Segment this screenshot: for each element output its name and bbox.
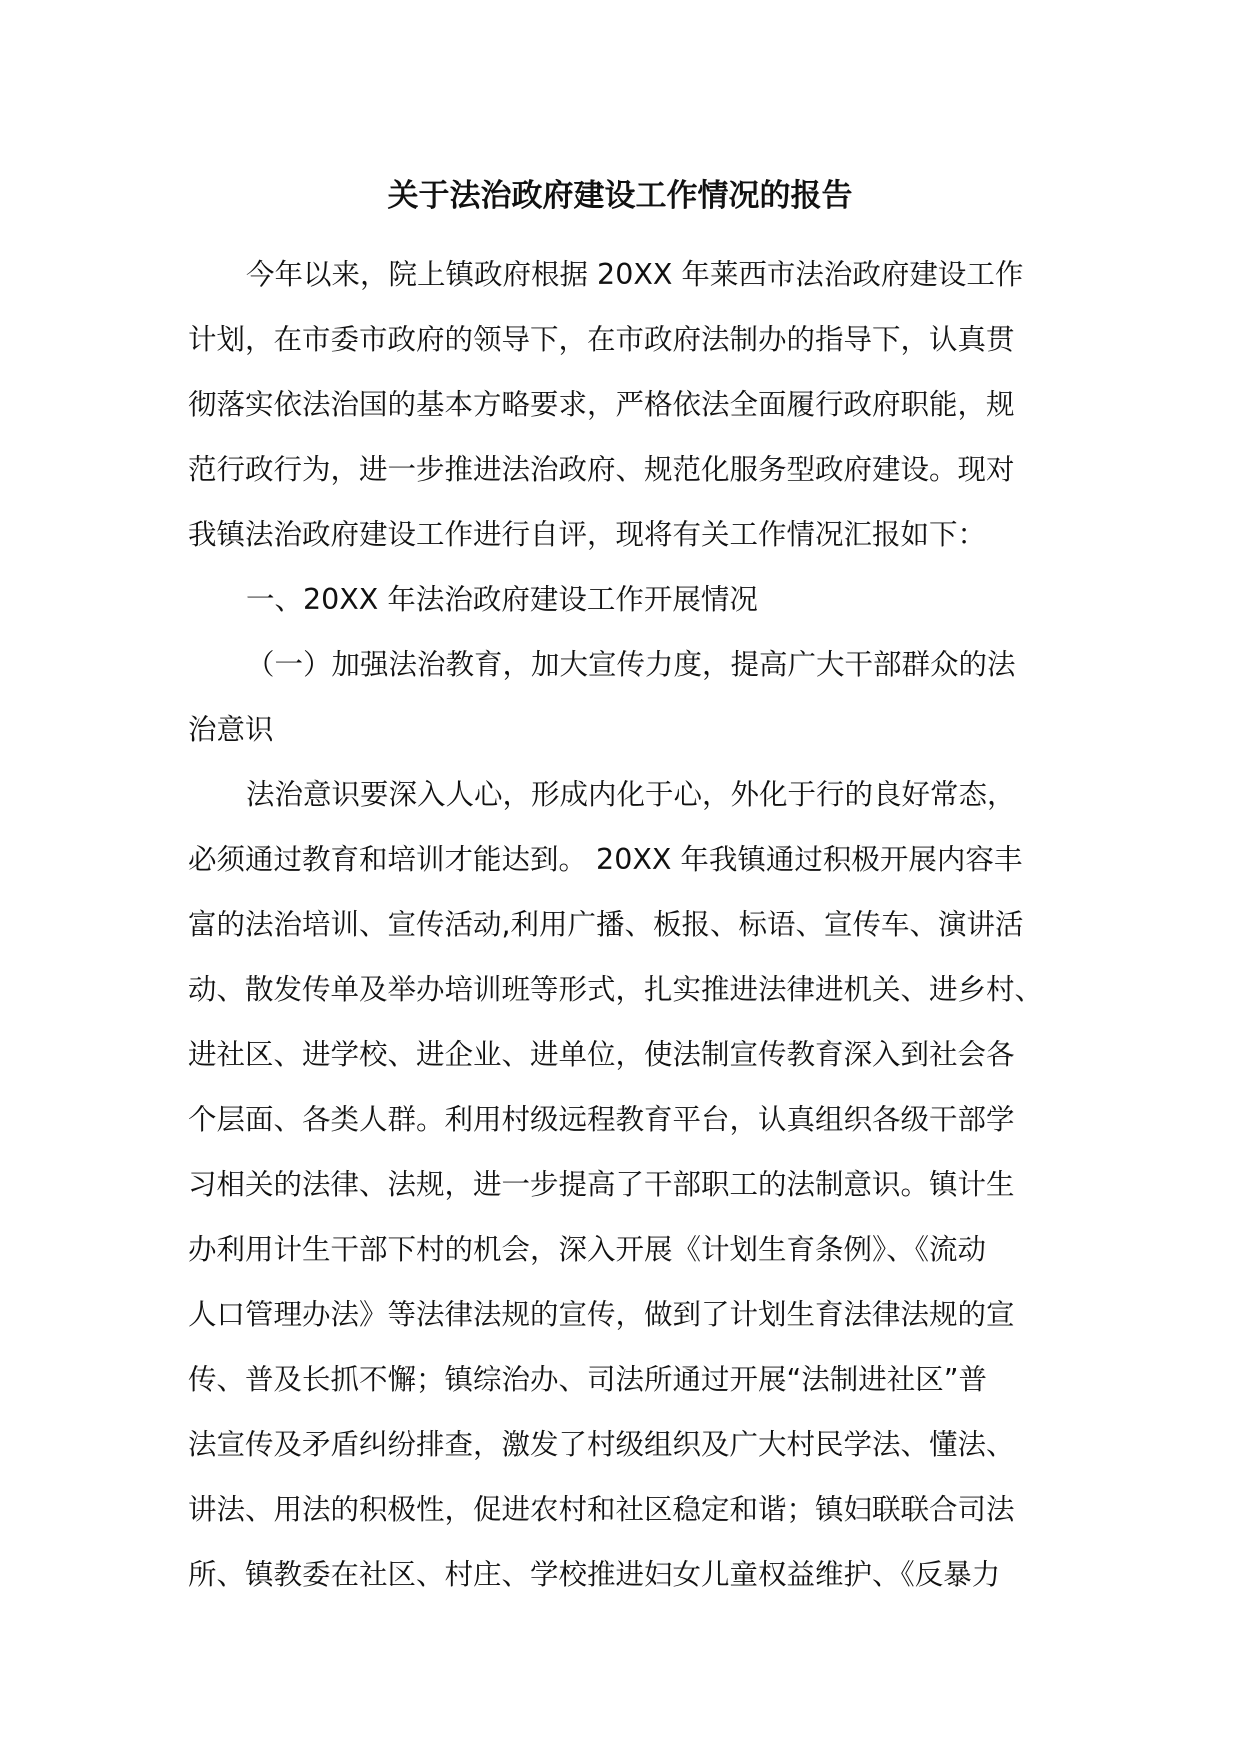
paragraph-line: 所、镇教委在社区、村庄、学校推进妇女儿童权益维护、《反暴力: [188, 1558, 1001, 1591]
paragraph-line: 讲法、用法的积极性，促进农村和社区稳定和谐；镇妇联联合司法: [188, 1493, 1015, 1526]
subsection-heading-continuation: 治意识: [188, 713, 274, 746]
document-body: [188, 242, 1062, 1607]
paragraph-line: 习相关的法律、法规，进一步提高了干部职工的法制意识。镇计生: [188, 1168, 1015, 1201]
paragraph-line: 今年以来，院上镇政府根据 20XX 年莱西市法治政府建设工作: [246, 258, 1024, 291]
paragraph-line: 范行政行为，进一步推进法治政府、规范化服务型政府建设。现对: [188, 453, 1015, 486]
paragraph-line: 计划，在市委市政府的领导下，在市政府法制办的指导下，认真贯: [188, 323, 1015, 356]
paragraph-line: 动、散发传单及举办培训班等形式，扎实推进法律进机关、进乡村、: [188, 973, 1044, 1006]
document-title: 关于法治政府建设工作情况的报告: [387, 178, 853, 214]
paragraph-line: 人口管理办法》等法律法规的宣传，做到了计划生育法律法规的宣: [188, 1298, 1015, 1331]
subsection-heading: （一）加强法治教育，加大宣传力度，提高广大干部群众的法: [246, 648, 1016, 681]
paragraph-line: 彻落实依法治国的基本方略要求，严格依法全面履行政府职能，规: [188, 388, 1015, 421]
paragraph-line: 进社区、进学校、进企业、进单位，使法制宣传教育深入到社会各: [188, 1038, 1015, 1071]
paragraph-line: 办利用计生干部下村的机会，深入开展《计划生育条例》、《流动: [188, 1233, 987, 1266]
paragraph-line: 我镇法治政府建设工作进行自评，现将有关工作情况汇报如下：: [188, 518, 987, 551]
paragraph-line: 富的法治培训、宣传活动,利用广播、板报、标语、宣传车、演讲活: [188, 908, 1024, 941]
paragraph-line: 传、普及长抓不懈；镇综治办、司法所通过开展“法制进社区”普: [188, 1363, 988, 1396]
section-heading: 一、20XX 年法治政府建设工作开展情况: [246, 583, 758, 616]
paragraph-line: 必须通过教育和培训才能达到。 20XX 年我镇通过积极开展内容丰: [188, 843, 1023, 876]
paragraph-line: 法治意识要深入人心，形成内化于心，外化于行的良好常态，: [246, 778, 1016, 811]
paragraph-line: 法宣传及矛盾纠纷排查，激发了村级组织及广大村民学法、懂法、: [188, 1428, 1015, 1461]
paragraph-line: 个层面、各类人群。利用村级远程教育平台，认真组织各级干部学: [188, 1103, 1015, 1136]
